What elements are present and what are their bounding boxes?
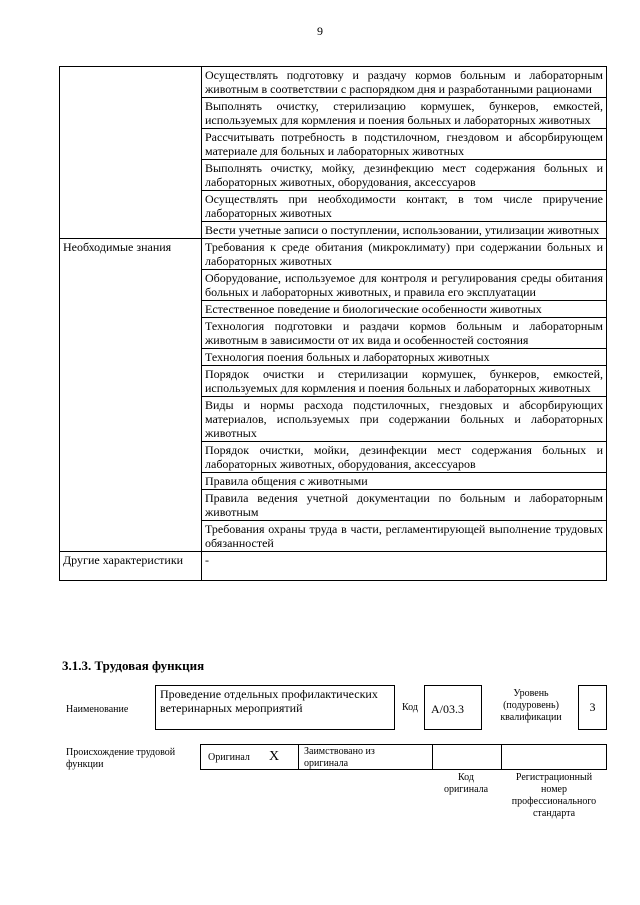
knowledge-item-6: Порядок очистки и стерилизации кормушек, бункеров, емкостей, используемых для кормления и поения больных и лабораторных животных: [202, 366, 607, 397]
origin-divider-1: [298, 745, 299, 769]
origin-table: [200, 744, 607, 770]
other-value: -: [202, 552, 607, 581]
section-title: 3.1.3. Трудовая функция: [62, 658, 205, 673]
table-row: [60, 239, 607, 270]
knowledge-label: Необходимые знания: [60, 239, 202, 552]
function-name-box: Проведение отдельных профилактических ветеринарных мероприятий: [155, 685, 395, 730]
original-label: Оригинал: [208, 752, 250, 763]
labor-function-table: [59, 66, 607, 581]
code-original-caption: Код оригинала: [443, 772, 489, 795]
knowledge-item-9: Правила общения с животными: [202, 473, 607, 490]
knowledge-item-4: Технология подготовки и раздачи кормов больным и лабораторным животным в зависимости от их вида и особенностей состояния: [202, 318, 607, 349]
knowledge-item-11: Требования охраны труда в части, регламентирующей выполнение трудовых обязанностей: [202, 521, 607, 552]
labor-action-5: Осуществлять при необходимости контакт, в том числе приручение лабораторных животных: [202, 191, 607, 222]
borrowed-label: Заимствовано из оригинала: [304, 746, 375, 769]
level-label: Уровень (подуровень) квалификации: [500, 688, 562, 723]
other-label: Другие характеристики: [60, 552, 202, 581]
knowledge-item-2: Оборудование, используемое для контроля и регулирования среды обитания больных и лабораторных животных, и правила его эксплуатации: [202, 270, 607, 301]
labor-action-4: Выполнять очистку, мойку, дезинфекцию мест содержания больных и лабораторных животных, оборудования, аксессуаров: [202, 160, 607, 191]
origin-divider-2: [432, 745, 433, 769]
knowledge-item-5: Технология поения больных и лабораторных животных: [202, 349, 607, 366]
labor-action-2: Выполнять очистку, стерилизацию кормушек, бункеров, емкостей, используемых для кормления и поения больных и лабораторных животных: [202, 98, 607, 129]
knowledge-item-10: Правила ведения учетной документации по больным и лабораторным животным: [202, 490, 607, 521]
knowledge-item-7: Виды и нормы расхода подстилочных, гнездовых и абсорбирующих материалов, используемых при содержании больных и лабораторных животных: [202, 397, 607, 442]
code-value-box: A/03.3: [424, 685, 482, 730]
table-row: [60, 67, 607, 98]
reg-number-caption: Регистрационный номер профессионального стандарта: [511, 772, 597, 819]
labor-action-6: Вести учетные записи о поступлении, использовании, утилизации животных: [202, 222, 607, 239]
knowledge-item-1: Требования к среде обитания (микроклимату) при содержании больных и лабораторных животных: [202, 239, 607, 270]
labor-action-1: Осуществлять подготовку и раздачу кормов больным и лабораторным животным в соответствии с распорядком дня и разработанными рационами: [202, 67, 607, 98]
knowledge-item-3: Естественное поведение и биологические особенности животных: [202, 301, 607, 318]
empty-label-cell: [60, 67, 202, 239]
name-label: Наименование: [66, 704, 129, 715]
origin-divider-3: [501, 745, 502, 769]
original-mark: X: [269, 749, 280, 764]
page-number: 9: [317, 24, 323, 38]
knowledge-item-8: Порядок очистки, мойки, дезинфекции мест содержания больных и лабораторных животных, оборудования, аксессуаров: [202, 442, 607, 473]
labor-action-3: Рассчитывать потребность в подстилочном, гнездовом и абсорбирующем материале для больных и лабораторных животных: [202, 129, 607, 160]
origin-label: Происхождение трудовой функции: [66, 747, 176, 770]
table-row: [60, 552, 607, 581]
level-value-box: 3: [578, 685, 607, 730]
code-label: Код: [402, 702, 418, 713]
